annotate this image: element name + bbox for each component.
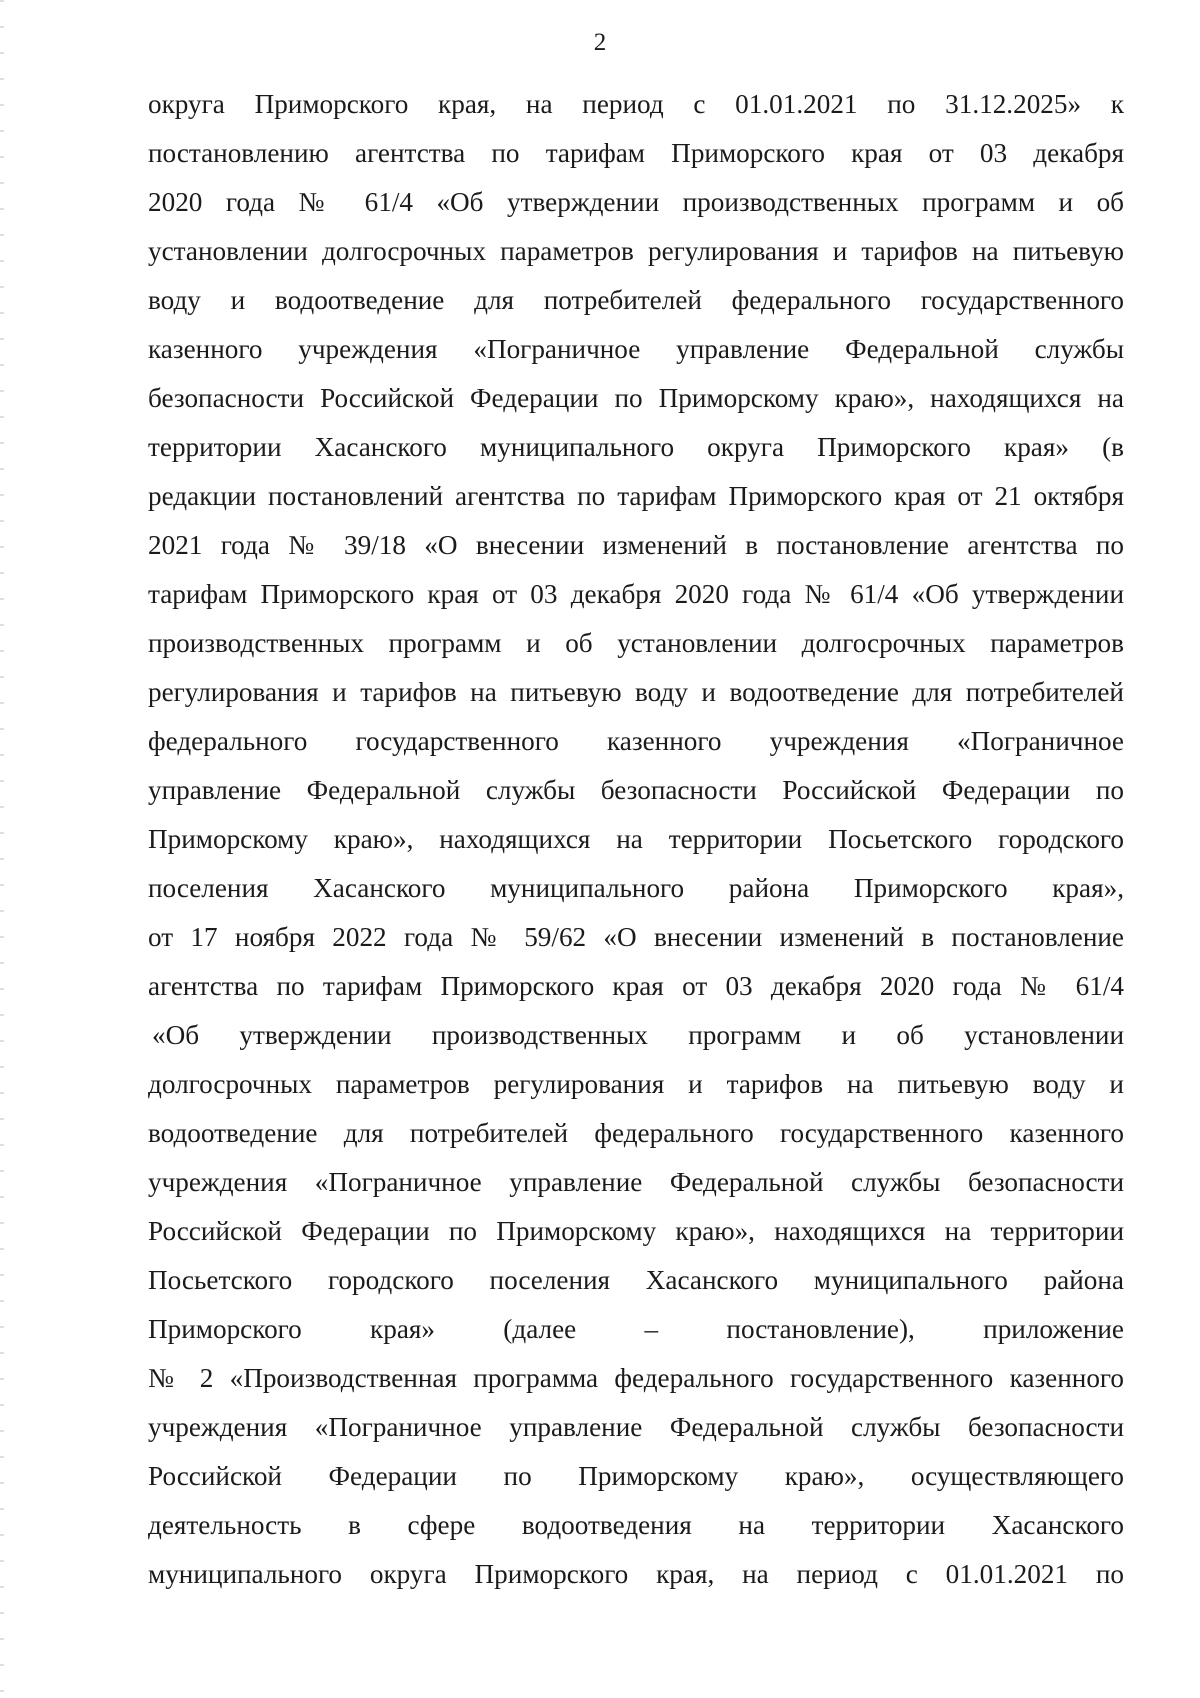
text-line: долгосрочных параметров регулирования и тарифов на питьевую воду и xyxy=(148,1069,1124,1099)
text-line: регулирования и тарифов на питьевую воду и водоотведение для потребителей xyxy=(148,677,1124,707)
text-line: воду и водоотведение для потребителей федерального государственного xyxy=(148,285,1124,315)
page-number: 2 xyxy=(593,29,607,56)
text-line: агентства по тарифам Приморского края от 03 декабря 2020 года № 61/4 xyxy=(148,971,1124,1001)
text-line: Посьетского городского поселения Хасанского муниципального района xyxy=(148,1265,1124,1295)
text-line: 2020 года № 61/4 «Об утверждении производственных программ и об xyxy=(148,187,1124,217)
scan-edge-marks xyxy=(0,0,4,1698)
text-line: управление Федеральной службы безопасности Российской Федерации по xyxy=(148,775,1124,805)
text-line: территории Хасанского муниципального округа Приморского края» (в xyxy=(148,432,1124,462)
text-line: Российской Федерации по Приморскому краю», находящихся на территории xyxy=(148,1216,1124,1246)
text-line: редакции постановлений агентства по тарифам Приморского края от 21 октября xyxy=(148,481,1124,511)
text-line: деятельность в сфере водоотведения на территории Хасанского xyxy=(148,1510,1124,1540)
text-line: постановлению агентства по тарифам Приморского края от 03 декабря xyxy=(148,138,1124,168)
text-line: «Об утверждении производственных программ и об установлении xyxy=(152,1020,1124,1050)
text-line: Приморского края» (далее – постановление), приложение xyxy=(148,1314,1124,1344)
text-line: от 17 ноября 2022 года № 59/62 «О внесении изменений в постановление xyxy=(148,922,1124,952)
text-line: установлении долгосрочных параметров регулирования и тарифов на питьевую xyxy=(148,236,1124,266)
text-line: тарифам Приморского края от 03 декабря 2020 года № 61/4 «Об утверждении xyxy=(148,579,1124,609)
text-line: водоотведение для потребителей федерального государственного казенного xyxy=(148,1118,1124,1148)
text-line: казенного учреждения «Пограничное управление Федеральной службы xyxy=(148,334,1124,364)
text-line: муниципального округа Приморского края, на период с 01.01.2021 по xyxy=(148,1559,1124,1589)
text-line: № 2 «Производственная программа федерального государственного казенного xyxy=(148,1363,1124,1393)
body-text xyxy=(148,80,1124,1599)
text-line: округа Приморского края, на период с 01.01.2021 по 31.12.2025» к xyxy=(148,89,1124,119)
text-line: федерального государственного казенного учреждения «Пограничное xyxy=(148,726,1124,756)
text-line: Российской Федерации по Приморскому краю», осуществляющего xyxy=(148,1461,1124,1491)
text-line: безопасности Российской Федерации по Приморскому краю», находящихся на xyxy=(148,383,1124,413)
text-line: учреждения «Пограничное управление Федеральной службы безопасности xyxy=(148,1412,1124,1442)
text-line: поселения Хасанского муниципального района Приморского края», xyxy=(148,873,1124,903)
text-line: учреждения «Пограничное управление Федеральной службы безопасности xyxy=(148,1167,1124,1197)
text-line: производственных программ и об установлении долгосрочных параметров xyxy=(148,628,1124,658)
text-line: 2021 года № 39/18 «О внесении изменений в постановление агентства по xyxy=(148,530,1124,560)
text-line: Приморскому краю», находящихся на территории Посьетского городского xyxy=(148,824,1124,854)
